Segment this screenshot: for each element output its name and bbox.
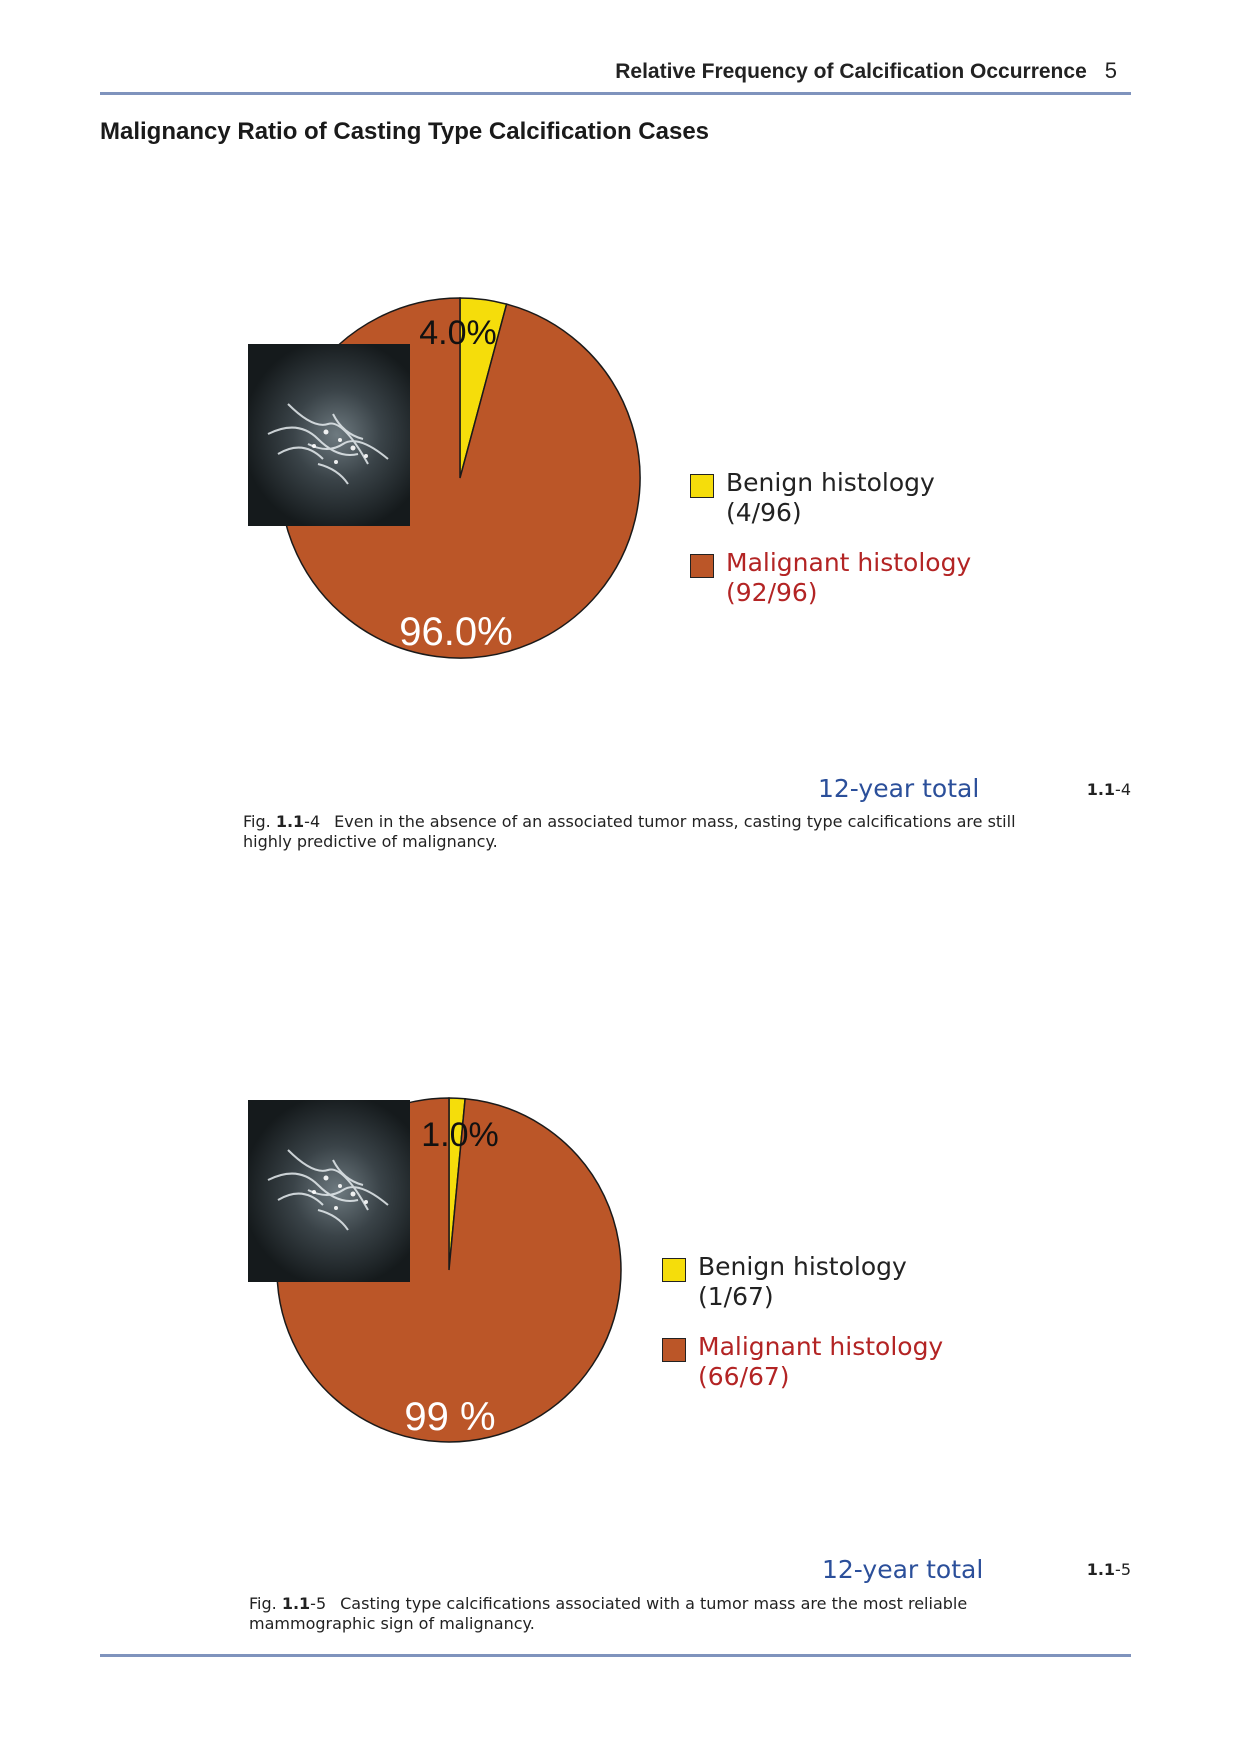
legend-2 xyxy=(662,1252,943,1412)
legend-1-malignant-fraction: (92/96) xyxy=(726,578,818,607)
malignant-swatch xyxy=(662,1338,686,1362)
legend-1-benign-text xyxy=(726,468,935,528)
caption-1-label xyxy=(243,812,320,831)
legend-2-malignant-fraction: (66/67) xyxy=(698,1362,790,1391)
benign-swatch xyxy=(690,474,714,498)
legend-1-benign-label: Benign histology xyxy=(726,468,935,497)
pie-1-label-benign: 4.0% xyxy=(419,314,497,352)
section-title: Malignancy Ratio of Casting Type Calcification Cases xyxy=(100,118,710,145)
legend-1-benign-fraction: (4/96) xyxy=(726,498,802,527)
legend-1 xyxy=(690,468,971,628)
benign-swatch xyxy=(662,1258,686,1282)
legend-2-benign-label: Benign histology xyxy=(698,1252,907,1281)
legend-2-item-malignant xyxy=(662,1332,943,1392)
figure-id-2-num: 1.1 xyxy=(1086,1560,1116,1579)
figure-id-1 xyxy=(1087,780,1131,799)
legend-2-benign-fraction: (1/67) xyxy=(698,1282,774,1311)
legend-2-benign-text xyxy=(698,1252,907,1312)
mammogram-thumbnail-1 xyxy=(248,344,410,526)
caption-2-text: Casting type calcifications associated with a tumor mass are the most reliable mammographic sign of malignancy. xyxy=(249,1594,968,1633)
pie-2-label-benign: 1.0% xyxy=(421,1116,499,1154)
period-label-1: 12-year total xyxy=(818,774,980,803)
caption-1 xyxy=(243,812,1033,852)
legend-1-item-benign xyxy=(690,468,971,528)
caption-2-fig: Fig. xyxy=(249,1594,277,1613)
figure-id-1-suffix: -4 xyxy=(1115,780,1131,799)
caption-2 xyxy=(249,1594,1039,1634)
legend-2-item-benign xyxy=(662,1252,943,1312)
legend-2-malignant-label: Malignant histology xyxy=(698,1332,944,1361)
legend-1-item-malignant xyxy=(690,548,971,608)
caption-1-num: 1.1 xyxy=(275,812,305,831)
figure-id-2-suffix: -5 xyxy=(1115,1560,1131,1579)
caption-2-label xyxy=(249,1594,326,1613)
mammogram-thumbnail-2 xyxy=(248,1100,410,1282)
page-number: 5 xyxy=(1104,58,1117,83)
legend-2-malignant-text xyxy=(698,1332,943,1392)
figure-id-1-num: 1.1 xyxy=(1086,780,1116,799)
legend-1-malignant-text xyxy=(726,548,971,608)
caption-1-fig: Fig. xyxy=(243,812,271,831)
running-head xyxy=(615,58,1117,84)
running-title: Relative Frequency of Calcification Occurrence xyxy=(615,60,1087,83)
caption-1-suffix: -4 xyxy=(304,812,321,831)
malignant-swatch xyxy=(690,554,714,578)
caption-2-num: 1.1 xyxy=(281,1594,311,1613)
pie-2-label-malignant: 99 % xyxy=(404,1395,496,1439)
caption-2-suffix: -5 xyxy=(310,1594,327,1613)
footer-rule xyxy=(100,1654,1131,1657)
header-rule xyxy=(100,92,1131,95)
period-label-2: 12-year total xyxy=(822,1555,984,1584)
figure-id-2 xyxy=(1087,1560,1131,1579)
legend-1-malignant-label: Malignant histology xyxy=(726,548,972,577)
caption-1-text: Even in the absence of an associated tumor mass, casting type calcifications are still highly predictive of malignancy. xyxy=(243,812,1016,851)
pie-1-label-malignant: 96.0% xyxy=(399,610,513,654)
